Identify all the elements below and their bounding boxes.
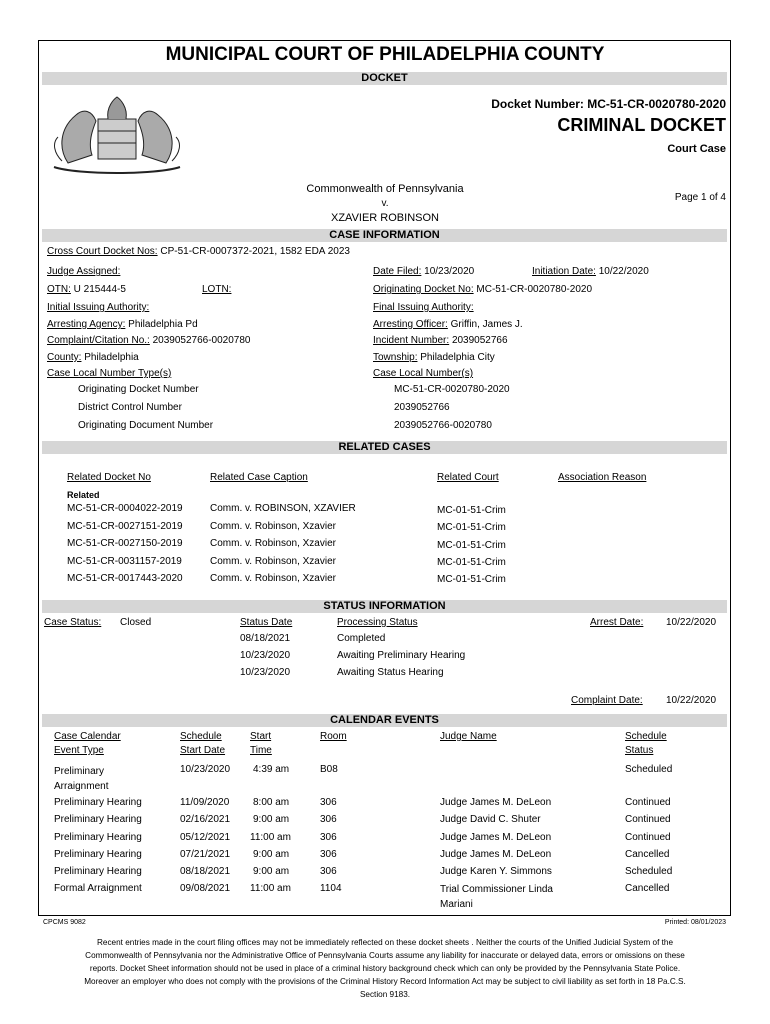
incident-number-label: Incident Number: (373, 335, 450, 346)
association-reason-header: Association Reason (558, 472, 647, 483)
related-court: MC-01-51-Crim (437, 557, 506, 568)
schedule-status: Scheduled (625, 866, 673, 877)
county-label: County: (47, 352, 82, 363)
related-caption: Comm. v. Robinson, Xzavier (210, 521, 336, 532)
originating-docket-label: Originating Docket No: (373, 284, 474, 295)
processing-status: Completed (337, 633, 386, 644)
arresting-agency-value: Philadelphia Pd (128, 319, 198, 330)
room-header: Room (320, 731, 347, 742)
schedule-date: 10/23/2020 (180, 764, 231, 775)
local-number-item: MC-51-CR-0020780-2020 (394, 384, 510, 395)
arresting-officer-label: Arresting Officer: (373, 319, 448, 330)
room: 306 (320, 832, 337, 843)
judge-name-header: Judge Name (440, 731, 497, 742)
judge-name: Judge James M. DeLeon (440, 832, 552, 843)
arrest-date-label: Arrest Date: (590, 617, 644, 628)
case-status-value: Closed (120, 617, 152, 628)
event-type: Preliminary Hearing (54, 814, 142, 825)
caption-line3: XZAVIER ROBINSON (331, 212, 439, 224)
schedule-status: Scheduled (625, 764, 673, 775)
status-date: 08/18/2021 (240, 633, 291, 644)
start-time: 11:00 am (250, 883, 291, 894)
processing-status-header: Processing Status (337, 617, 418, 628)
local-number-item: 2039052766-0020780 (394, 420, 492, 431)
local-number-label: Case Local Number(s) (373, 368, 474, 379)
calendar-events-bar: CALENDAR EVENTS (42, 714, 727, 727)
event-type-header: Case Calendar (54, 731, 121, 742)
related-docket-no[interactable]: MC-51-CR-0004022-2019 (67, 503, 183, 514)
initiation-date-label: Initiation Date: (532, 266, 596, 277)
related-caption-header: Related Case Caption (210, 472, 308, 483)
related-court: MC-01-51-Crim (437, 505, 506, 516)
schedule-status: Continued (625, 814, 671, 825)
schedule-date-header-2: Start Date (180, 745, 226, 756)
room: 306 (320, 814, 337, 825)
otn-value: U 215444-5 (73, 284, 126, 295)
caption-line2: v. (381, 198, 389, 209)
schedule-date: 07/21/2021 (180, 849, 231, 860)
otn-label: OTN: (47, 284, 71, 295)
arresting-agency-label: Arresting Agency: (47, 319, 126, 330)
criminal-docket-heading: CRIMINAL DOCKET (557, 115, 726, 135)
processing-status: Awaiting Status Hearing (337, 667, 444, 678)
status-date-header: Status Date (240, 617, 293, 628)
initiation-date-value: 10/22/2020 (598, 266, 649, 277)
schedule-status: Cancelled (625, 883, 670, 894)
county-value: Philadelphia (84, 352, 139, 363)
related-court: MC-01-51-Crim (437, 574, 506, 585)
related-caption: Comm. v. Robinson, Xzavier (210, 573, 336, 584)
judge-name: Judge James M. DeLeon (440, 849, 552, 860)
event-type: Preliminary (54, 766, 105, 777)
judge-assigned-label: Judge Assigned: (47, 266, 121, 277)
related-docket-header: Related Docket No (67, 472, 151, 483)
start-time-header-2: Time (250, 745, 272, 756)
related-cases-bar: RELATED CASES (42, 441, 727, 454)
case-information-bar: CASE INFORMATION (42, 229, 727, 242)
event-type-cont: Arraignment (54, 781, 109, 792)
start-time: 9:00 am (253, 814, 290, 825)
related-docket-no[interactable]: MC-51-CR-0017443-2020 (67, 573, 183, 584)
township-value: Philadelphia City (420, 352, 495, 363)
local-type-item: Originating Docket Number (78, 384, 199, 395)
docket-bar: DOCKET (42, 72, 727, 85)
processing-status: Awaiting Preliminary Hearing (337, 650, 466, 661)
page-title: MUNICIPAL COURT OF PHILADELPHIA COUNTY (165, 44, 605, 65)
judge-name-cont: Mariani (440, 899, 473, 910)
status-date: 10/23/2020 (240, 667, 291, 678)
schedule-status: Cancelled (625, 849, 670, 860)
event-type: Preliminary Hearing (54, 832, 142, 843)
date-filed-label: Date Filed: (373, 266, 422, 277)
schedule-status-header-2: Status (625, 745, 654, 756)
related-docket-no[interactable]: MC-51-CR-0027150-2019 (67, 538, 183, 549)
page-indicator: Page 1 of 4 (674, 192, 726, 203)
lotn-label: LOTN: (202, 284, 232, 295)
start-time: 11:00 am (250, 832, 291, 843)
complaint-date-label: Complaint Date: (571, 695, 643, 706)
judge-name: Judge David C. Shuter (440, 814, 541, 825)
docket-number: Docket Number: MC-51-CR-0020780-2020 (491, 97, 726, 111)
related-docket-no[interactable]: MC-51-CR-0027151-2019 (67, 521, 183, 532)
related-caption: Comm. v. Robinson, Xzavier (210, 538, 336, 549)
room: 306 (320, 797, 337, 808)
event-type: Preliminary Hearing (54, 797, 142, 808)
schedule-date: 11/09/2020 (180, 797, 230, 808)
related-caption: Comm. v. ROBINSON, XZAVIER (210, 503, 356, 514)
related-docket-no[interactable]: MC-51-CR-0031157-2019 (67, 556, 182, 567)
room: B08 (320, 764, 338, 775)
initial-authority-label: Initial Issuing Authority: (47, 302, 150, 313)
printed-date: Printed: 08/01/2023 (664, 919, 726, 926)
local-type-item: District Control Number (78, 402, 182, 413)
form-number: CPCMS 9082 (43, 919, 86, 926)
start-time: 8:00 am (253, 797, 290, 808)
related-group-label: Related (67, 490, 100, 500)
status-date: 10/23/2020 (240, 650, 291, 661)
related-court: MC-01-51-Crim (437, 522, 506, 533)
arresting-officer-value: Griffin, James J. (450, 319, 523, 330)
disclaimer-text: Recent entries made in the court filing offices may not be immediately reflected on these docket sheets . Neither the courts of the Unified Judicial System of the Commonwealth of Pennsylvania nor the Administrative Office of Pennsylvania Courts assume any liability for inaccurate or delayed data, errors or omissions on these reports. Docket Sheet information should not be used in place of a criminal history background check which can only be provided by the Pennsylvania State Police. Moreover an employer who does not comply with the provisions of the Criminal History Record Information Act may be subject to civil liability as set forth in 18 Pa.C.S. Section 9183. (84, 938, 686, 999)
start-time: 4:39 am (253, 764, 290, 775)
related-court-header: Related Court (437, 472, 499, 483)
court-case-label: Court Case (667, 143, 726, 155)
schedule-date-header: Schedule (180, 731, 222, 742)
room: 306 (320, 866, 337, 877)
schedule-status: Continued (625, 832, 671, 843)
schedule-date: 02/16/2021 (180, 814, 231, 825)
caption-line1: Commonwealth of Pennsylvania (306, 183, 464, 195)
originating-docket-value: MC-51-CR-0020780-2020 (476, 284, 593, 295)
arrest-date-value: 10/22/2020 (666, 617, 717, 628)
room: 306 (320, 849, 337, 860)
schedule-status-header: Schedule (625, 731, 667, 742)
local-type-item: Originating Document Number (78, 420, 214, 431)
case-status-label: Case Status: (44, 617, 102, 628)
schedule-status: Continued (625, 797, 671, 808)
township-label: Township: (373, 352, 418, 363)
cross-docket-value: CP-51-CR-0007372-2021, 1582 EDA 2023 (160, 246, 350, 257)
start-time: 9:00 am (253, 849, 290, 860)
event-type: Preliminary Hearing (54, 849, 142, 860)
schedule-date: 08/18/2021 (180, 866, 231, 877)
date-filed-value: 10/23/2020 (424, 266, 475, 277)
judge-name: Judge Karen Y. Simmons (440, 866, 552, 877)
related-caption: Comm. v. Robinson, Xzavier (210, 556, 336, 567)
schedule-date: 05/12/2021 (180, 832, 231, 843)
complaint-date-value: 10/22/2020 (666, 695, 717, 706)
event-type-header-2: Event Type (54, 745, 104, 756)
room: 1104 (320, 883, 342, 894)
complaint-citation-value: 2039052766-0020780 (152, 335, 251, 346)
incident-number-value: 2039052766 (451, 335, 508, 346)
cross-docket-label: Cross Court Docket Nos: (47, 246, 158, 257)
event-type: Preliminary Hearing (54, 866, 142, 877)
status-information-bar: STATUS INFORMATION (42, 600, 727, 613)
judge-name: Trial Commissioner Linda (440, 884, 553, 895)
judge-name: Judge James M. DeLeon (440, 797, 552, 808)
related-court: MC-01-51-Crim (437, 540, 506, 551)
event-type: Formal Arraignment (54, 883, 142, 894)
schedule-date: 09/08/2021 (180, 883, 231, 894)
final-authority-label: Final Issuing Authority: (373, 302, 474, 313)
local-number-type-label: Case Local Number Type(s) (47, 368, 172, 379)
start-time: 9:00 am (253, 866, 290, 877)
complaint-citation-label: Complaint/Citation No.: (47, 335, 150, 346)
pennsylvania-seal-image (48, 93, 186, 178)
local-number-item: 2039052766 (394, 402, 450, 413)
start-time-header: Start (250, 731, 272, 742)
